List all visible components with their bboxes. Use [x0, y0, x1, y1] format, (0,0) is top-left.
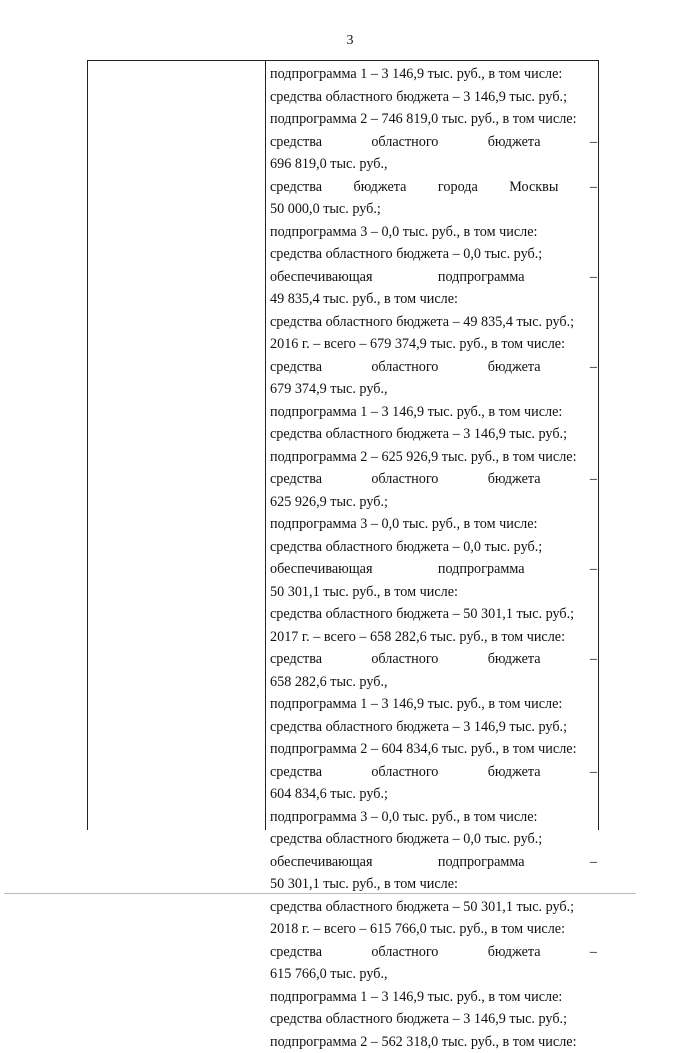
- table-right-cell: [270, 63, 597, 1053]
- text-line: 615 766,0 тыс. руб.,: [270, 963, 597, 986]
- text-line: 679 374,9 тыс. руб.,: [270, 378, 597, 401]
- text-line: средства областного бюджета – 50 301,1 тыс. руб.;: [270, 603, 597, 626]
- text-line: подпрограмма 2 – 562 318,0 тыс. руб., в том числе:: [270, 1031, 597, 1053]
- text-line: 50 301,1 тыс. руб., в том числе:: [270, 581, 597, 604]
- text-line: средства областного бюджета –: [270, 941, 597, 964]
- text-line: обеспечивающая подпрограмма –: [270, 851, 597, 874]
- text-line: подпрограмма 3 – 0,0 тыс. руб., в том числе:: [270, 806, 597, 829]
- text-line: 696 819,0 тыс. руб.,: [270, 153, 597, 176]
- text-line: средства областного бюджета –: [270, 761, 597, 784]
- text-line: подпрограмма 1 – 3 146,9 тыс. руб., в том числе:: [270, 63, 597, 86]
- text-line: средства областного бюджета – 0,0 тыс. руб.;: [270, 828, 597, 851]
- text-line: подпрограмма 3 – 0,0 тыс. руб., в том числе:: [270, 513, 597, 536]
- table-left-cell: [88, 61, 266, 830]
- text-line: средства областного бюджета – 3 146,9 тыс. руб.;: [270, 86, 597, 109]
- funding-table: [87, 60, 599, 830]
- text-line: подпрограмма 2 – 625 926,9 тыс. руб., в том числе:: [270, 446, 597, 469]
- text-line: 2016 г. – всего – 679 374,9 тыс. руб., в том числе:: [270, 333, 597, 356]
- text-line: средства областного бюджета –: [270, 131, 597, 154]
- text-line: средства областного бюджета –: [270, 468, 597, 491]
- text-line: средства областного бюджета – 0,0 тыс. руб.;: [270, 536, 597, 559]
- text-line: подпрограмма 2 – 746 819,0 тыс. руб., в том числе:: [270, 108, 597, 131]
- text-line: обеспечивающая подпрограмма –: [270, 558, 597, 581]
- text-line: подпрограмма 2 – 604 834,6 тыс. руб., в том числе:: [270, 738, 597, 761]
- text-line: средства областного бюджета – 3 146,9 тыс. руб.;: [270, 716, 597, 739]
- text-line: средства областного бюджета – 3 146,9 тыс. руб.;: [270, 1008, 597, 1031]
- page-number: 3: [0, 32, 700, 50]
- text-line: обеспечивающая подпрограмма –: [270, 266, 597, 289]
- text-line: 2018 г. – всего – 615 766,0 тыс. руб., в том числе:: [270, 918, 597, 941]
- text-line: средства областного бюджета – 0,0 тыс. руб.;: [270, 243, 597, 266]
- text-line: 50 000,0 тыс. руб.;: [270, 198, 597, 221]
- text-line: средства областного бюджета – 49 835,4 тыс. руб.;: [270, 311, 597, 334]
- text-line: 2017 г. – всего – 658 282,6 тыс. руб., в том числе:: [270, 626, 597, 649]
- text-line: средства областного бюджета –: [270, 356, 597, 379]
- text-line: средства областного бюджета – 3 146,9 тыс. руб.;: [270, 423, 597, 446]
- text-line: 625 926,9 тыс. руб.;: [270, 491, 597, 514]
- text-line: 658 282,6 тыс. руб.,: [270, 671, 597, 694]
- text-line: 50 301,1 тыс. руб., в том числе:: [270, 873, 597, 896]
- text-line: 604 834,6 тыс. руб.;: [270, 783, 597, 806]
- text-line: средства областного бюджета –: [270, 648, 597, 671]
- page-bottom-rule: [4, 893, 636, 894]
- text-line: средства бюджета города Москвы –: [270, 176, 597, 199]
- text-line: подпрограмма 1 – 3 146,9 тыс. руб., в том числе:: [270, 693, 597, 716]
- text-line: 49 835,4 тыс. руб., в том числе:: [270, 288, 597, 311]
- text-line: подпрограмма 1 – 3 146,9 тыс. руб., в том числе:: [270, 401, 597, 424]
- text-line: средства областного бюджета – 50 301,1 тыс. руб.;: [270, 896, 597, 919]
- text-line: подпрограмма 1 – 3 146,9 тыс. руб., в том числе:: [270, 986, 597, 1009]
- text-line: подпрограмма 3 – 0,0 тыс. руб., в том числе:: [270, 221, 597, 244]
